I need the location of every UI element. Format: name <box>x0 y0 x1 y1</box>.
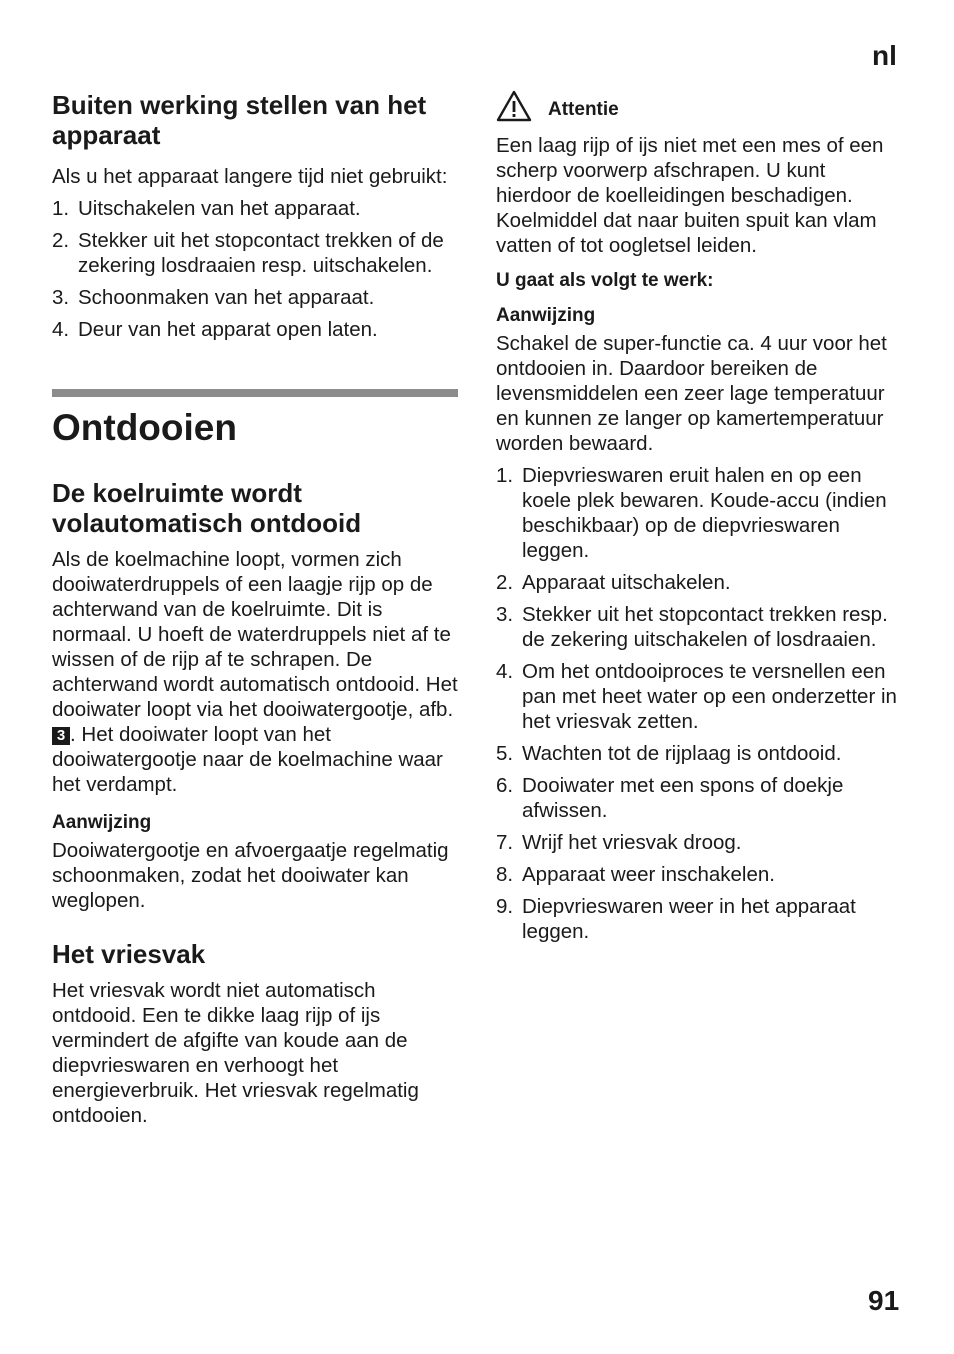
list-item: 2. Stekker uit het stopcontact trekken of de zekering losdraaien resp. uitschakelen. <box>52 229 444 277</box>
section-body-fridge-defrost: Als de koelmachine loopt, vormen zich dooiwaterdruppels of een laagje rijp op de achterwand van de koelruimte. Dit is normaal. U hoeft de waterdruppels niet af te wissen of de rijp af te schrapen. De achterwand wordt automatisch ontdooid. Het dooiwater loopt via het dooiwatergootje, afb. 3 . Het dooiwater loopt van het dooiwatergootje naar de koelmachine waar het verdampt. <box>52 548 458 796</box>
right-column <box>496 90 906 944</box>
decommission-steps <box>52 196 460 342</box>
language-label: nl <box>872 40 897 71</box>
left-column <box>52 90 460 1128</box>
procedure-title: U gaat als volgt te werk: <box>496 270 714 291</box>
warning-title: Attentie <box>548 99 619 120</box>
list-item: 3. Stekker uit het stopcontact trekken resp. de zekering uitschakelen of losdraaien. <box>496 603 888 651</box>
section-title-fridge-defrost: De koelruimte wordt volautomatisch ontdooid <box>52 478 362 538</box>
section-title-decommission: Buiten werking stellen van het apparaat <box>52 90 427 150</box>
defrost-steps <box>496 463 906 944</box>
warning-text: Een laag rijp of ijs niet met een mes of een scherp voorwerp afschrapen. U kunt hierdoor de koelleidingen beschadigen. Koelmiddel dat naar buiten spuit kan vlam vatten of tot oogletsel leiden. <box>496 134 884 257</box>
note-title: Aanwijzing <box>52 812 152 833</box>
warning-header <box>496 90 906 122</box>
page-number: 91 <box>868 1285 900 1316</box>
note-text: Schakel de super-functie ca. 4 uur voor het ontdooien in. Daardoor bereiken de levensmiddelen een zeer lage temperatuur en kunnen ze langer op kamertemperatuur worden bewaard. <box>496 332 887 455</box>
chapter-divider <box>52 389 458 397</box>
list-item: 2. Apparaat uitschakelen. <box>496 571 731 594</box>
list-item: 4. Om het ontdooiproces te versnellen een pan met heet water op een onderzetter in het vriesvak zetten. <box>496 660 897 733</box>
list-item: 9. Diepvrieswaren weer in het apparaat leggen. <box>496 895 856 943</box>
list-item: 1. Diepvrieswaren eruit halen en op een koele plek bewaren. Koude-accu (indien beschikbaar) op de diepvrieswaren leggen. <box>496 464 887 562</box>
list-item: 6. Dooiwater met een spons of doekje afwissen. <box>496 774 844 822</box>
list-item: 1. Uitschakelen van het apparaat. <box>52 197 361 220</box>
section-intro: Als u het apparaat langere tijd niet gebruikt: <box>52 165 448 188</box>
list-item: 8. Apparaat weer inschakelen. <box>496 863 775 886</box>
note-text: Dooiwatergootje en afvoergaatje regelmatig schoonmaken, zodat het dooiwater kan weglopen. <box>52 839 449 912</box>
warning-triangle-icon <box>496 90 532 122</box>
note-title: Aanwijzing <box>496 305 596 326</box>
figure-reference-badge: 3 <box>52 727 70 745</box>
list-item: 3. Schoonmaken van het apparaat. <box>52 286 375 309</box>
section-body-freezer: Het vriesvak wordt niet automatisch ontdooid. Een te dikke laag rijp of ijs vermindert de afgifte van koude aan de diepvrieswaren en verhoogt het energieverbruik. Het vriesvak regelmatig ontdooien. <box>52 979 419 1127</box>
list-item: 7. Wrijf het vriesvak droog. <box>496 831 742 854</box>
list-item: 4. Deur van het apparat open laten. <box>52 318 378 341</box>
section-title-freezer: Het vriesvak <box>52 939 206 969</box>
list-item: 5. Wachten tot de rijplaag is ontdooid. <box>496 742 842 765</box>
chapter-title: Ontdooien <box>52 407 237 448</box>
